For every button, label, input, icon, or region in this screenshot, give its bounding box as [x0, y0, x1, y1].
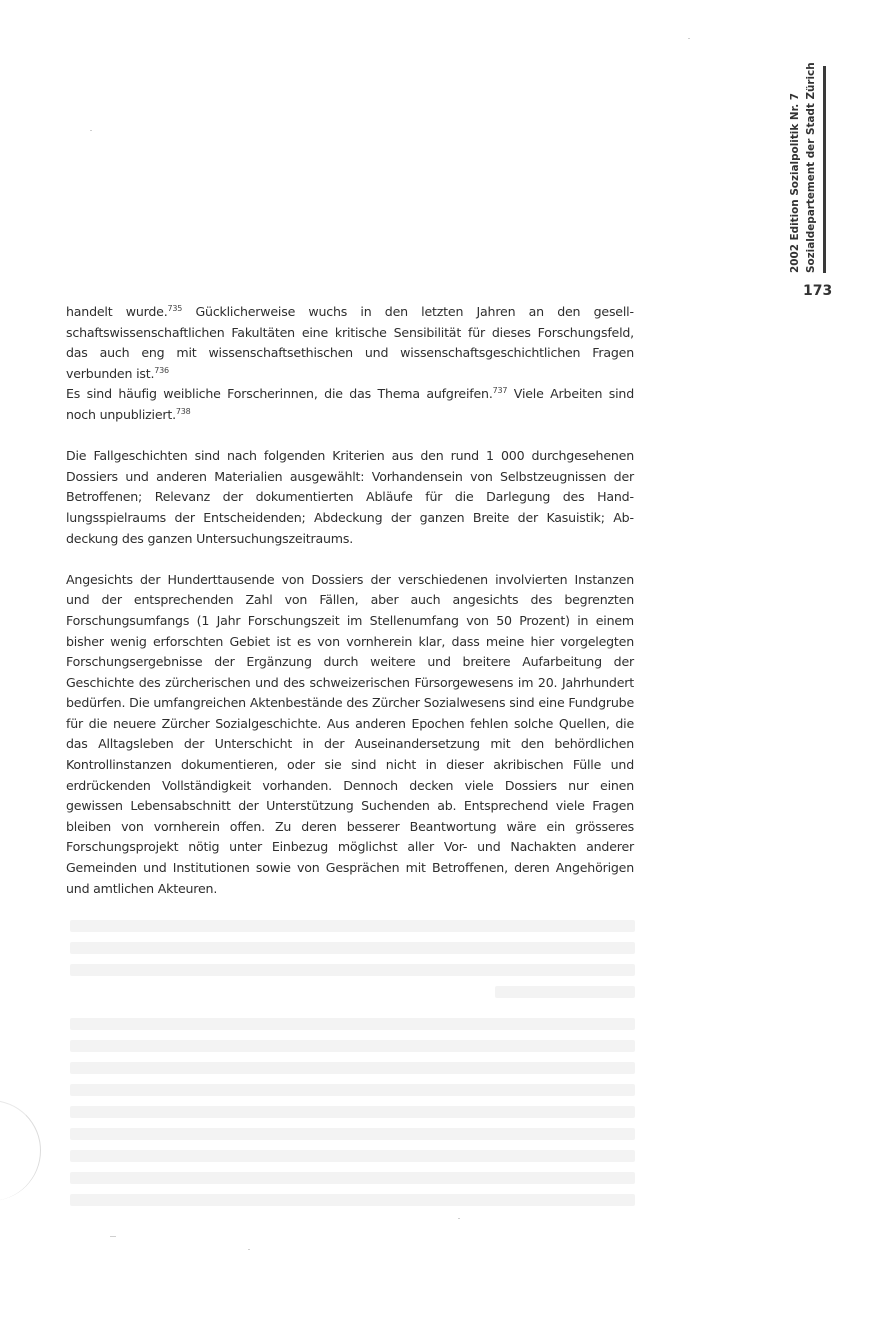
scan-artifact-arc — [0, 1100, 41, 1201]
footnote-marker[interactable]: 735 — [167, 304, 183, 313]
footnote-marker[interactable]: 736 — [154, 365, 169, 375]
scan-speck — [458, 1218, 460, 1219]
bleed-line — [70, 1128, 635, 1140]
scan-speck — [110, 1236, 116, 1237]
scan-speck — [90, 130, 92, 131]
running-head-publisher: Sozialdepartement der Stadt Zürich — [805, 62, 817, 273]
page-number: 173 — [803, 283, 833, 299]
bleed-line — [70, 1062, 635, 1074]
bleed-line — [70, 920, 635, 932]
paragraph-spacer — [66, 549, 634, 570]
bleed-line — [70, 1106, 635, 1118]
bleed-line — [70, 942, 635, 954]
bleed-line — [70, 1194, 635, 1206]
paragraph-1: handelt wurde.$^{735}$ Gücklicherweise wuchs in den letzten Jahren an den gesellschaftswissenschaftlichen Fakultäten eine kritische Sensibilität für dieses Forschungsfeld, das auch eng mit wissenschaftsethischen und wissenschaftsgeschichtlichen Fragen verbunden ist.$^{736}$ — [66, 304, 635, 381]
bleed-line — [70, 1018, 635, 1030]
running-head — [786, 62, 820, 273]
paragraph-3: Die Fallgeschichten sind nach folgenden Kriterien aus den rund 1 000 durchgesehenen Dossiers und anderen Materialien ausgewählt: Vorhandensein von Selbstzeugnissen der Betroffenen; Relevanz der dokumentierten Abläufe für die Darlegung des Handlungsspielraums der Entscheidenden; Abdeckung der ganzen Breite der Kasuistik; Abdeckung des ganzen Untersuchungszeitraums. — [66, 448, 634, 546]
running-head-text — [786, 62, 820, 273]
scan-speck — [688, 38, 690, 39]
bleed-line — [495, 986, 635, 998]
running-head-series: 2002 Edition Sozialpolitik Nr. 7 — [789, 92, 801, 273]
scan-speck — [248, 1249, 250, 1250]
bleed-line — [70, 1150, 635, 1162]
bleed-line — [70, 1040, 635, 1052]
paragraph-4: Angesichts der Hunderttausende von Dossiers der verschiedenen involvierten Instanzen und der entsprechenden Zahl von Fällen, aber auch angesichts des begrenzten Forschungsumfangs (1 Jahr Forschungszeit im Stellenumfang von 50 Prozent) in einem bisher wenig erforschten Gebiet ist es von vornherein klar, dass meine hier vorgelegten Forschungsergebnisse der Ergänzung durch weitere und breitere Aufarbeitung der Geschichte des zürcherischen und des schweizerischen Fürsorgewesens im 20. Jahrhundert bedürfen. Die umfangreichen Aktenbestände des Zürcher Sozialwesens sind eine Fundgrube für die neuere Zürcher Sozialgeschichte. Aus anderen Epochen fehlen solche Quellen, die das Alltagsleben der Unterschicht in der Auseinandersetzung mit den behördlichen Kontrollinstanzen dokumentieren, oder sie sind nicht in dieser akribischen Fülle und erdrückenden Vollständigkeit vorhanden. Dennoch decken viele Dossiers nur einen gewissen Lebensabschnitt der Unterstützung Suchenden ab. Entsprechend viele Fragen bleiben von vornherein offen. Zu deren besserer Beantwortung wäre ein grösseres Forschungsprojekt nötig unter Einbezug möglichst aller Vor- und Nachakten anderer Gemeinden und Institutionen sowie von Gesprächen mit Betroffenen, deren Angehörigen und amtlichen Akteuren. — [66, 571, 634, 896]
bleed-line — [70, 1172, 635, 1184]
running-head-rule — [823, 66, 826, 273]
footnote-marker[interactable]: 737 — [492, 386, 508, 396]
bleed-line — [70, 1084, 635, 1096]
paragraph-spacer — [66, 426, 634, 447]
footnote-marker[interactable]: 738 — [175, 406, 191, 416]
body-text — [66, 302, 634, 899]
bleed-line — [70, 964, 635, 976]
paragraph-2: Es sind häufig weibliche Forscherinnen, die das Thema aufgreifen.$^{737}$ Viele Arbeiten sind noch unpubliziert.$^{738}$ — [66, 386, 634, 422]
